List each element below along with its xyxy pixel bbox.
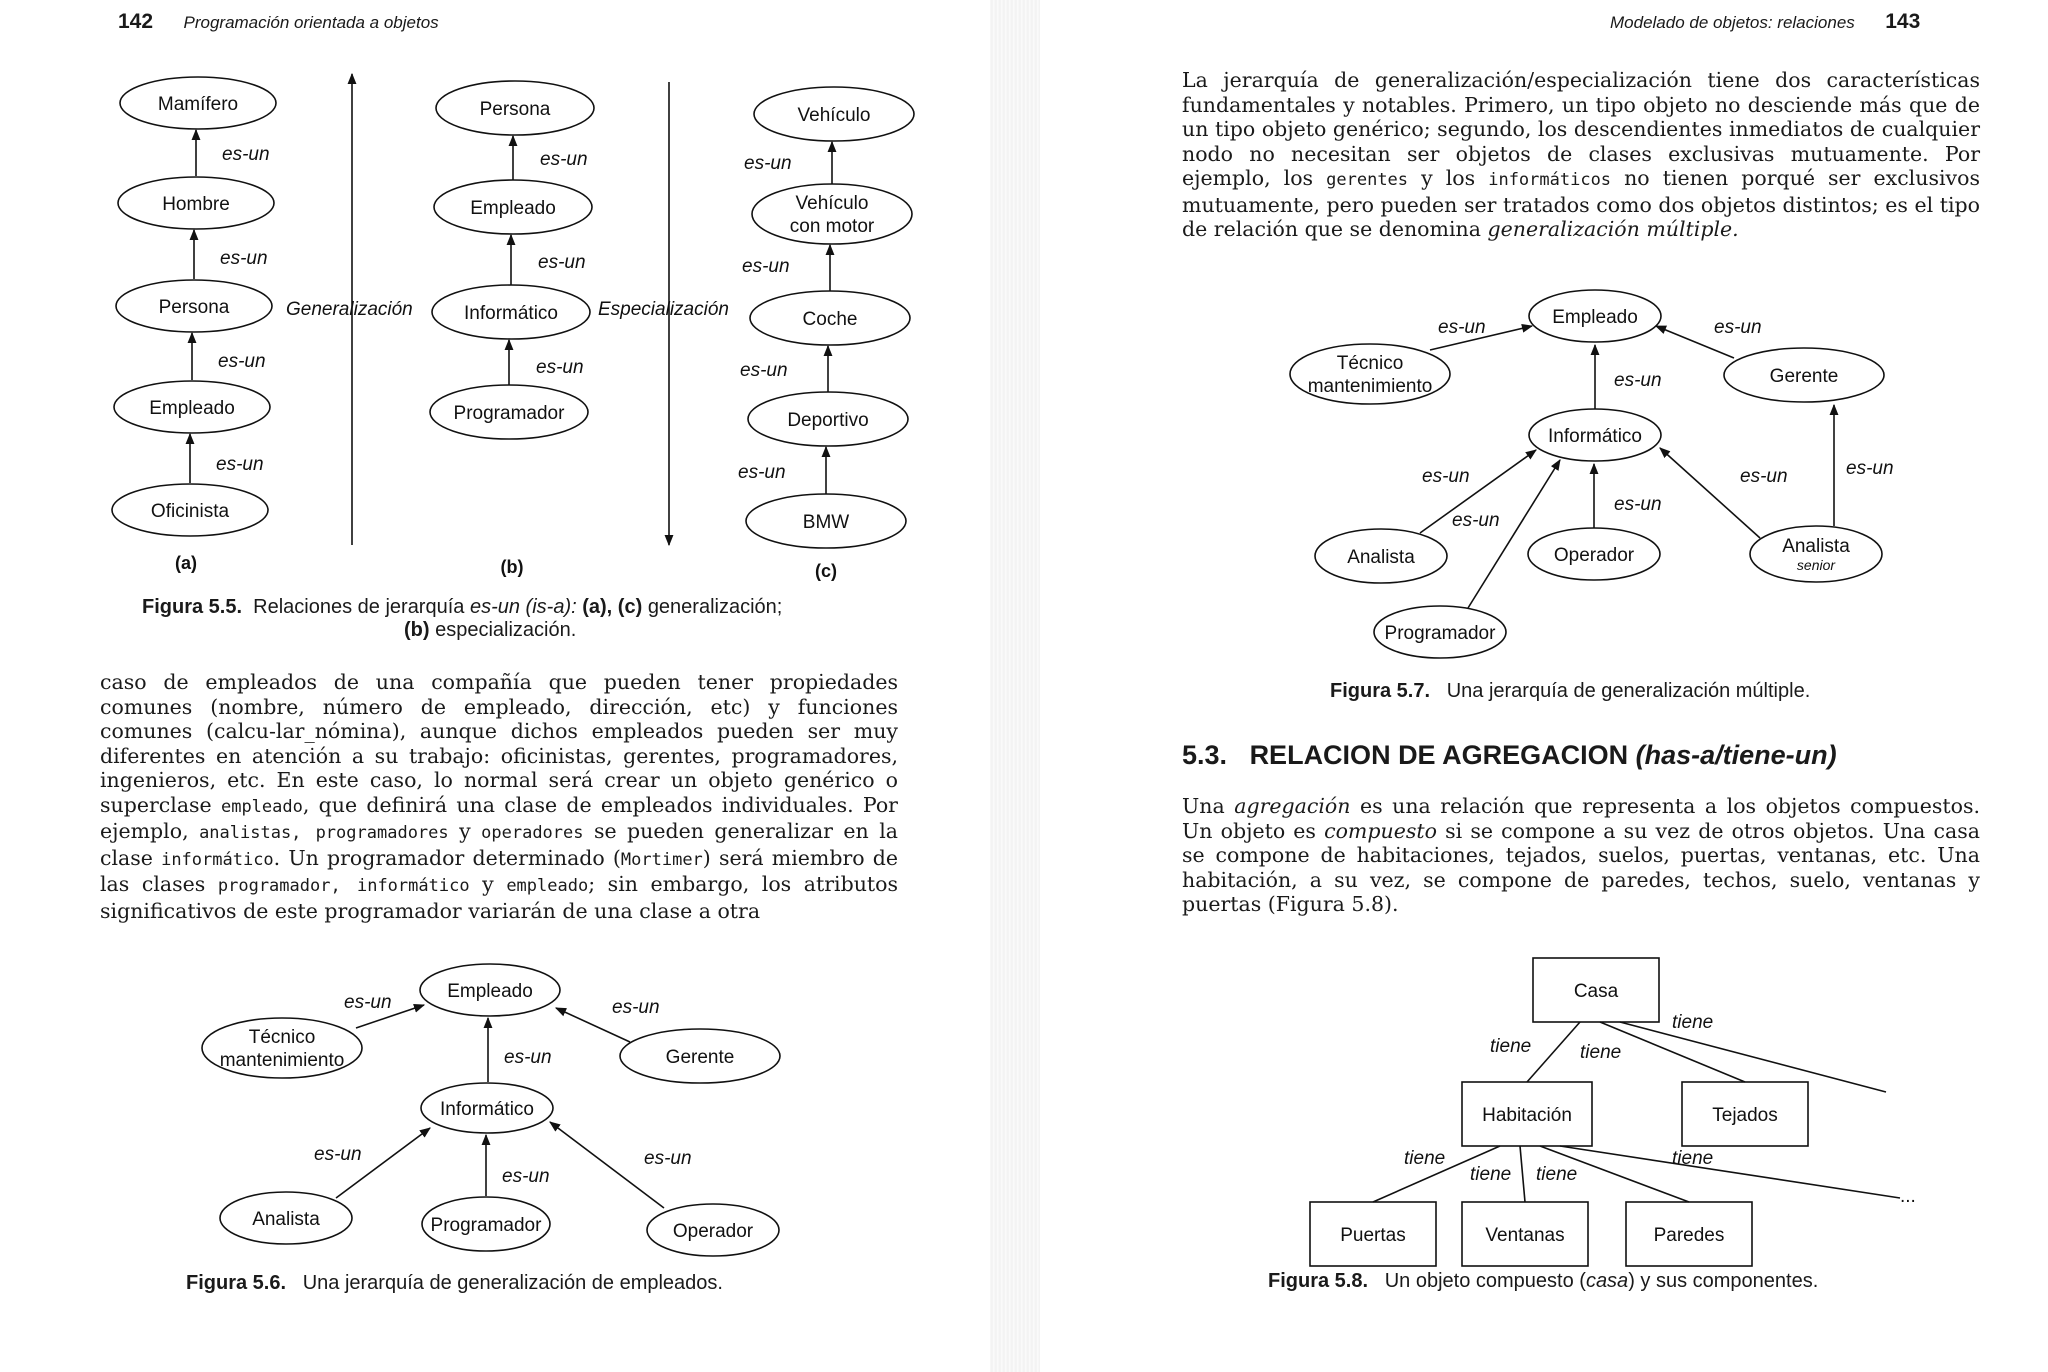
rel-58-1: tiene bbox=[1490, 1036, 1532, 1057]
label-analista-56: Analista bbox=[252, 1209, 320, 1230]
label-puertas: Puertas bbox=[1340, 1225, 1406, 1246]
label-paredes: Paredes bbox=[1653, 1225, 1725, 1246]
label-coche: Coche bbox=[802, 309, 858, 330]
rel-56-4: es-un bbox=[314, 1144, 362, 1165]
specialization-label: Especialización bbox=[598, 299, 729, 320]
rel-58-4: tiene bbox=[1404, 1148, 1446, 1169]
figure-5-5-caption: Figura 5.5. Relaciones de jerarquía es-un (is-a): (a), (c) generalización; (b) especialización. bbox=[142, 596, 783, 641]
rel-56-3: es-un bbox=[504, 1047, 552, 1068]
right-header bbox=[1610, 10, 1920, 34]
label-informatico-57: Informático bbox=[1548, 426, 1642, 447]
label-empleado-57: Empleado bbox=[1552, 307, 1638, 328]
rel-58-2: tiene bbox=[1580, 1042, 1622, 1063]
rel-56-2: es-un bbox=[612, 997, 660, 1018]
left-page bbox=[0, 0, 1000, 1372]
rel-57-3: es-un bbox=[1614, 370, 1662, 391]
label-empleado-b: Empleado bbox=[470, 198, 556, 219]
left-body-paragraph: caso de empleados de una compañía que pueden tener propiedades comunes (nombre, número de empleado, dirección, etc) y funciones comunes (calcu-lar_nómina), aunque dichos empleados pueden ser muy diferentes en atención a su trabajo: oficinistas, gerentes, programadores, ingenieros, etc. En este caso, lo normal será crear un objeto genérico o superclase empleado, que definirá una clase de empleados individuales. Por ejemplo, analistas, programadores y operadores se pueden generalizar en la clase informático. Un programador determinado (Mortimer) será miembro de las clases programador, informático y empleado; sin embargo, los atributos significativos de este programador variarán de una clase a otra bbox=[100, 670, 898, 923]
rel-57-4: es-un bbox=[1422, 466, 1470, 487]
rel-c2: es-un bbox=[742, 256, 790, 277]
figure-5-7-caption: Figura 5.7. Una jerarquía de generalización múltiple. bbox=[1330, 680, 1811, 702]
label-informatico-b: Informático bbox=[464, 303, 558, 324]
label-programador-57: Programador bbox=[1384, 623, 1496, 644]
rel-c1: es-un bbox=[744, 153, 792, 174]
rel-c3: es-un bbox=[740, 360, 788, 381]
label-analista-57: Analista bbox=[1347, 547, 1415, 568]
label-vehiculo: Vehículo bbox=[797, 105, 871, 126]
rel-56-1: es-un bbox=[344, 992, 392, 1013]
label-programador-b: Programador bbox=[453, 403, 565, 424]
rel-58-7: tiene bbox=[1672, 1148, 1714, 1169]
figure-5-6 bbox=[0, 950, 1000, 1310]
label-gerente-57: Gerente bbox=[1769, 366, 1839, 387]
running-head: Programación orientada a objetos bbox=[183, 13, 439, 32]
label-persona-a: Persona bbox=[158, 297, 230, 318]
label-deportivo: Deportivo bbox=[787, 410, 869, 431]
rel-b3: es-un bbox=[536, 357, 584, 378]
rel-56-5: es-un bbox=[502, 1166, 550, 1187]
label-habitacion: Habitación bbox=[1482, 1105, 1572, 1126]
label-tecnico-57: Técnico bbox=[1336, 353, 1404, 374]
rel-a3: es-un bbox=[218, 351, 266, 372]
rel-58-3: tiene bbox=[1672, 1012, 1714, 1033]
ellipsis-58: ... bbox=[1900, 1186, 1916, 1207]
label-mantenimiento-56: mantenimiento bbox=[219, 1050, 345, 1071]
rel-56-6: es-un bbox=[644, 1148, 692, 1169]
label-ventanas: Ventanas bbox=[1485, 1225, 1565, 1246]
page-number: 143 bbox=[1885, 10, 1921, 33]
sublabel-a: (a) bbox=[175, 553, 197, 573]
rel-57-1: es-un bbox=[1438, 317, 1486, 338]
label-operador-57: Operador bbox=[1553, 545, 1635, 566]
label-empleado-56: Empleado bbox=[447, 981, 533, 1002]
label-informatico-56: Informático bbox=[440, 1099, 534, 1120]
sublabel-b: (b) bbox=[500, 557, 524, 577]
figure-5-7 bbox=[1000, 270, 2048, 670]
rel-c4: es-un bbox=[738, 462, 786, 483]
rel-57-6: es-un bbox=[1614, 494, 1662, 515]
label-bmw: BMW bbox=[802, 512, 850, 533]
sublabel-c: (c) bbox=[815, 561, 837, 581]
rel-58-6: tiene bbox=[1536, 1164, 1578, 1185]
label-hombre: Hombre bbox=[162, 194, 230, 215]
label-operador-56: Operador bbox=[672, 1221, 754, 1242]
figure-5-6-caption: Figura 5.6. Una jerarquía de generalización de empleados. bbox=[186, 1272, 723, 1294]
rel-b1: es-un bbox=[540, 149, 588, 170]
label-mantenimiento-57: mantenimiento bbox=[1307, 376, 1433, 397]
rel-a4: es-un bbox=[216, 454, 264, 475]
rel-57-7: es-un bbox=[1740, 466, 1788, 487]
figure-5-5 bbox=[0, 0, 1000, 640]
right-body-paragraph-2: Una agregación es una relación que representa a los objetos compuestos. Un objeto es compuesto si se compone a su vez de otros objetos. Una casa se compone de habitaciones, tejados, suelos, puertas, ventanas, etc. Una habitación, a su vez, se compone de paredes, techos, suelo, ventanas y puertas (Figura 5.8). bbox=[1182, 794, 1980, 916]
label-analista-senior-57: Analista bbox=[1782, 536, 1850, 557]
label-vehiculo-motor-2: con motor bbox=[789, 216, 875, 237]
rel-57-2: es-un bbox=[1714, 317, 1762, 338]
label-empleado-a: Empleado bbox=[149, 398, 235, 419]
generalization-label: Generalización bbox=[286, 299, 413, 320]
label-persona-b: Persona bbox=[479, 99, 551, 120]
rel-a2: es-un bbox=[220, 248, 268, 269]
page-number: 142 bbox=[118, 10, 154, 33]
label-gerente-56: Gerente bbox=[665, 1047, 735, 1068]
label-casa: Casa bbox=[1573, 981, 1619, 1002]
label-programador-56: Programador bbox=[430, 1215, 542, 1236]
label-senior-57: senior bbox=[1796, 557, 1836, 573]
running-head: Modelado de objetos: relaciones bbox=[1610, 13, 1855, 32]
label-tejados: Tejados bbox=[1712, 1105, 1778, 1126]
section-heading: 5.3. RELACION DE AGREGACION (has-a/tiene-un) bbox=[1182, 740, 1837, 770]
rel-57-8: es-un bbox=[1846, 458, 1894, 479]
rel-b2: es-un bbox=[538, 252, 586, 273]
label-oficinista: Oficinista bbox=[150, 501, 230, 522]
label-vehiculo-motor-1: Vehículo bbox=[795, 193, 869, 214]
label-mamifero: Mamífero bbox=[157, 94, 239, 115]
right-body-paragraph-1: La jerarquía de generalización/especialización tiene dos características fundamentales y notables. Primero, un tipo objeto no desciende más que de un tipo objeto genérico; segundo, los descendientes inmediatos de cualquier nodo no necesitan ser objetos de clases exclusivas mutuamente. Por ejemplo, los gerentes y los informáticos no tienen porqué ser exclusivos mutuamente, pero pueden ser tratados como dos objetos distintos; es el tipo de relación que se denomina generalización múltiple. bbox=[1182, 68, 1980, 241]
figure-5-8 bbox=[1000, 950, 2048, 1280]
label-tecnico-56: Técnico bbox=[248, 1027, 316, 1048]
figure-5-8-caption: Figura 5.8. Un objeto compuesto (casa) y sus componentes. bbox=[1268, 1270, 1819, 1292]
rel-58-5: tiene bbox=[1470, 1164, 1512, 1185]
rel-57-5: es-un bbox=[1452, 510, 1500, 531]
right-page bbox=[1000, 0, 2048, 1372]
rel-a1: es-un bbox=[222, 144, 270, 165]
